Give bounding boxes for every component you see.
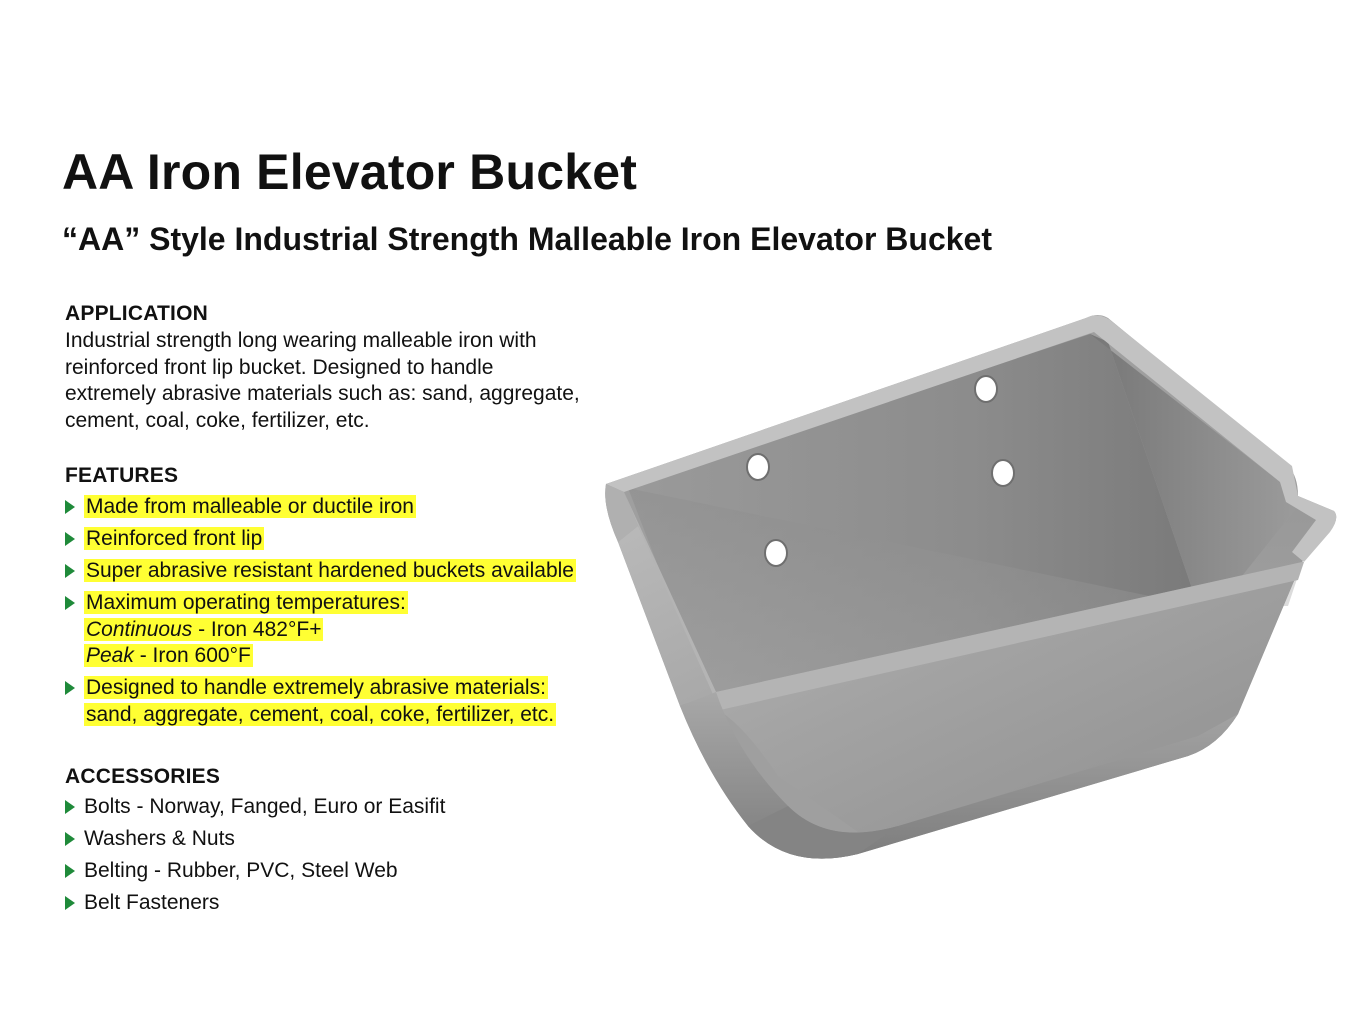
application-description <box>65 328 625 434</box>
bullet-triangle-icon <box>65 564 75 578</box>
accessory-item <box>64 858 445 885</box>
feature-text-continued: sand, aggregate, cement, coal, coke, fertilizer, etc. <box>86 702 555 726</box>
accessory-item <box>64 826 445 853</box>
accessories-list <box>64 794 445 922</box>
bullet-triangle-icon <box>65 896 75 910</box>
accessory-text: Belting - Rubber, PVC, Steel Web <box>84 859 398 882</box>
bullet-triangle-icon <box>65 596 75 610</box>
accessories-heading: ACCESSORIES <box>65 765 221 788</box>
application-line: Industrial strength long wearing malleable iron with <box>65 329 537 352</box>
continuous-value: - Iron 482°F+ <box>192 617 322 641</box>
application-line: extremely abrasive materials such as: sand, aggregate, <box>65 382 580 405</box>
application-line: cement, coal, coke, fertilizer, etc. <box>65 408 370 432</box>
bullet-triangle-icon <box>65 864 75 878</box>
application-line: reinforced front lip bucket. Designed to handle <box>65 355 494 379</box>
feature-text: Made from malleable or ductile iron <box>86 495 414 518</box>
peak-label: Peak <box>86 644 134 667</box>
peak-value: - Iron 600°F <box>133 644 251 667</box>
bullet-triangle-icon <box>65 832 75 846</box>
bullet-triangle-icon <box>65 681 75 695</box>
feature-text: Designed to handle extremely abrasive materials: <box>86 676 546 699</box>
feature-item <box>64 675 576 728</box>
bullet-triangle-icon <box>65 532 75 546</box>
feature-item <box>64 494 576 521</box>
features-list <box>64 494 576 734</box>
features-heading: FEATURES <box>65 464 179 487</box>
accessory-item <box>64 890 445 917</box>
feature-item <box>64 590 576 670</box>
continuous-label: Continuous <box>86 617 193 641</box>
feature-item <box>64 526 576 553</box>
feature-text: Reinforced front lip <box>86 527 263 550</box>
accessory-text: Belt Fasteners <box>84 891 220 914</box>
elevator-bucket-image <box>598 306 1338 866</box>
accessory-text: Washers & Nuts <box>84 827 235 850</box>
feature-text: Maximum operating temperatures: <box>86 591 406 614</box>
accessory-item <box>64 794 445 821</box>
bullet-triangle-icon <box>65 500 75 514</box>
page-title: AA Iron Elevator Bucket <box>62 144 638 200</box>
bullet-triangle-icon <box>65 800 75 814</box>
temperature-continuous <box>84 618 323 641</box>
application-heading: APPLICATION <box>65 302 208 325</box>
accessory-text: Bolts - Norway, Fanged, Euro or Easifit <box>84 795 446 818</box>
page-subtitle: “AA” Style Industrial Strength Malleable Iron Elevator Bucket <box>62 221 992 257</box>
temperature-peak <box>84 644 253 667</box>
feature-item <box>64 558 576 585</box>
feature-text: Super abrasive resistant hardened buckets available <box>86 559 574 582</box>
